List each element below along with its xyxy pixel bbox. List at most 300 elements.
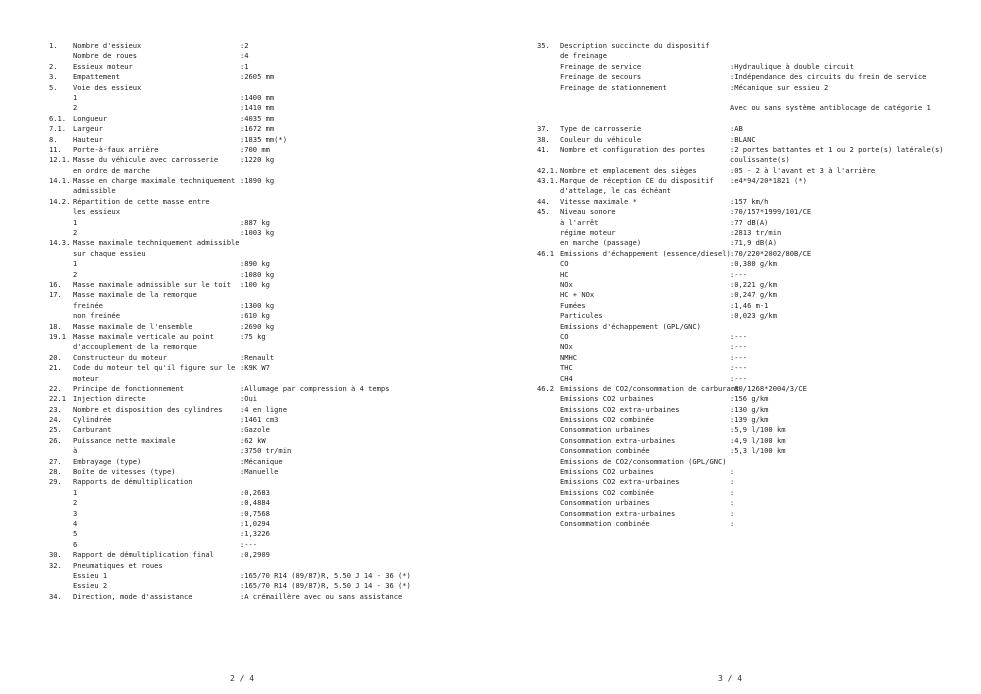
item-label: de freinage xyxy=(560,51,607,61)
item-number: 21. xyxy=(49,363,62,373)
spec-row xyxy=(537,228,977,238)
item-value: :0,023 g/km xyxy=(730,311,777,321)
spec-row xyxy=(537,353,977,363)
spec-row xyxy=(49,322,489,332)
item-label: Consommation extra-urbaines xyxy=(560,435,676,445)
item-label: Masse maximale de la remorque xyxy=(73,290,197,300)
item-value: : xyxy=(730,508,735,518)
item-value: :700 mm xyxy=(240,144,270,154)
item-value: coulissante(s) xyxy=(730,155,790,165)
item-label: NOx xyxy=(560,279,573,289)
spec-row xyxy=(49,363,489,373)
left-spec-list xyxy=(49,41,489,602)
spec-row xyxy=(49,259,489,269)
spec-row xyxy=(537,249,977,259)
spec-row xyxy=(537,62,977,72)
spec-row xyxy=(49,457,489,467)
item-label: 2 xyxy=(73,498,78,508)
item-value: :AB xyxy=(730,124,743,134)
item-number: 1. xyxy=(49,41,58,50)
spec-row xyxy=(49,311,489,321)
item-value: :1461 cm3 xyxy=(240,415,279,425)
item-label: Emissions de CO2/consommation (GPL/GNC) xyxy=(560,456,727,466)
item-label: Couleur du véhicule xyxy=(560,134,642,144)
spec-row xyxy=(49,176,489,186)
spec-row xyxy=(49,207,489,217)
item-value: :4 xyxy=(240,51,249,61)
item-value: :157 km/h xyxy=(730,196,769,206)
item-label: Consommation combinée xyxy=(560,518,650,528)
spec-row xyxy=(49,197,489,207)
item-value: :1300 kg xyxy=(240,300,275,310)
spec-row xyxy=(537,519,977,529)
item-value: :A crémaillère avec ou sans assistance xyxy=(240,591,403,601)
spec-row xyxy=(49,353,489,363)
spec-row xyxy=(537,83,977,93)
spec-row xyxy=(49,488,489,498)
item-label: Hauteur xyxy=(73,134,103,144)
item-number: 5. xyxy=(49,82,58,92)
item-label: Marque de réception CE du dispositif xyxy=(560,176,714,186)
item-value: :77 dB(A) xyxy=(730,217,769,227)
item-number: 22. xyxy=(49,383,62,393)
spec-row xyxy=(49,550,489,560)
item-number: 28. xyxy=(49,467,62,477)
item-number: 19.1 xyxy=(49,331,67,341)
item-value: :--- xyxy=(730,373,748,383)
spec-row xyxy=(49,124,489,134)
item-number: 16. xyxy=(49,279,62,289)
item-label: NOx xyxy=(560,342,573,352)
item-label: Masse maximale admissible sur le toit xyxy=(73,279,232,289)
item-label: 4 xyxy=(73,518,78,528)
item-number: 34. xyxy=(49,591,62,601)
item-number: 17. xyxy=(49,290,62,300)
item-value: :71,9 dB(A) xyxy=(730,238,777,248)
spec-row xyxy=(537,280,977,290)
item-value: :4 en ligne xyxy=(240,404,287,414)
item-value: : xyxy=(730,467,735,477)
item-value: :1835 mm(*) xyxy=(240,134,287,144)
spec-row xyxy=(537,425,977,435)
spec-row xyxy=(49,540,489,550)
item-label: CO xyxy=(560,259,569,269)
item-label: Emissions CO2 extra-urbaines xyxy=(560,477,680,487)
spec-row xyxy=(537,394,977,404)
item-label: d'accouplement de la remorque xyxy=(73,342,197,352)
item-label: Emissions CO2 combinée xyxy=(560,487,654,497)
item-label: Porte-à-faux arrière xyxy=(73,144,159,154)
spec-row xyxy=(537,446,977,456)
item-value: :0,7568 xyxy=(240,508,270,518)
item-label: admissible xyxy=(73,186,116,196)
spec-row xyxy=(49,581,489,591)
spec-row xyxy=(49,436,489,446)
item-label: Carburant xyxy=(73,425,112,435)
item-value: :887 kg xyxy=(240,217,270,227)
item-label: à l'arrêt xyxy=(560,217,599,227)
spec-row xyxy=(537,270,977,280)
item-value: :Renault xyxy=(240,352,275,362)
spec-row xyxy=(537,509,977,519)
item-label: Injection directe xyxy=(73,394,146,404)
spec-row xyxy=(49,405,489,415)
item-label: à xyxy=(73,446,78,456)
item-label: Largeur xyxy=(73,124,103,134)
item-number: 38. xyxy=(537,134,550,144)
item-value: :156 g/km xyxy=(730,394,769,404)
item-number: 44. xyxy=(537,196,550,206)
spec-row xyxy=(537,124,977,134)
item-value: :5,3 l/100 km xyxy=(730,446,786,456)
item-value: :1890 kg xyxy=(240,176,275,186)
spec-row xyxy=(537,176,977,186)
spec-row xyxy=(49,166,489,176)
page-number: 3 / 4 xyxy=(718,674,743,683)
spec-row xyxy=(537,342,977,352)
item-number: 30. xyxy=(49,550,62,560)
item-number: 14.2. xyxy=(49,196,71,206)
item-number: 29. xyxy=(49,477,62,487)
item-number: 46.1 xyxy=(537,248,555,258)
spec-row xyxy=(49,83,489,93)
item-label: en marche (passage) xyxy=(560,238,642,248)
item-value: :0,247 g/km xyxy=(730,290,777,300)
item-number: 43.1. xyxy=(537,176,559,186)
item-value: :139 g/km xyxy=(730,415,769,425)
item-number: 20. xyxy=(49,352,62,362)
item-label: Particules xyxy=(560,311,603,321)
item-label: Essieu 1 xyxy=(73,570,108,580)
spec-row xyxy=(49,477,489,487)
item-number: 2. xyxy=(49,61,58,71)
spec-row xyxy=(49,135,489,145)
spec-row xyxy=(49,571,489,581)
item-value: :0,221 g/km xyxy=(730,279,777,289)
spec-row xyxy=(537,436,977,446)
item-label: Fumées xyxy=(560,300,586,310)
spec-row xyxy=(537,259,977,269)
item-value: :0,380 g/km xyxy=(730,259,777,269)
item-number: 22.1 xyxy=(49,394,67,404)
item-number: 12.1. xyxy=(49,155,71,165)
item-value: :1,0294 xyxy=(240,518,270,528)
item-value: :100 kg xyxy=(240,279,270,289)
spec-row xyxy=(537,332,977,342)
spec-row xyxy=(49,51,489,61)
item-value: :Manuelle xyxy=(240,467,279,477)
item-value: :0,2909 xyxy=(240,550,270,560)
item-label: Emissions CO2 combinée xyxy=(560,415,654,425)
item-label: 2 xyxy=(73,228,78,238)
spec-row xyxy=(49,155,489,165)
item-label: d'attelage, le cas échéant xyxy=(560,186,672,196)
spec-row xyxy=(537,166,977,176)
spec-row xyxy=(537,498,977,508)
item-number: 3. xyxy=(49,72,58,82)
item-label: Boîte de vitesses (type) xyxy=(73,467,176,477)
item-number: 41. xyxy=(537,144,550,154)
spec-row xyxy=(537,238,977,248)
item-label: Masse en charge maximale techniquement xyxy=(73,176,236,186)
item-value: :4,9 l/100 km xyxy=(730,435,786,445)
spec-row xyxy=(49,114,489,124)
spec-row xyxy=(49,374,489,384)
item-value: :1080 kg xyxy=(240,269,275,279)
item-label: NMHC xyxy=(560,352,578,362)
item-label: HC xyxy=(560,269,569,279)
item-number: 35. xyxy=(537,41,550,50)
item-value: :1,3226 xyxy=(240,529,270,539)
item-label: CO xyxy=(560,331,569,341)
spec-row xyxy=(49,301,489,311)
item-value: : xyxy=(730,498,735,508)
item-value: :2813 tr/min xyxy=(730,228,782,238)
spec-row xyxy=(49,342,489,352)
spec-row xyxy=(49,238,489,248)
item-value: :1672 mm xyxy=(240,124,275,134)
item-value: :5,9 l/100 km xyxy=(730,425,786,435)
item-label: Essieu 2 xyxy=(73,581,108,591)
item-label: HC + NOx xyxy=(560,290,595,300)
item-value: :1400 mm xyxy=(240,92,275,102)
item-label: Répartition de cette masse entre xyxy=(73,196,210,206)
item-value: :1003 kg xyxy=(240,228,275,238)
item-label: Longueur xyxy=(73,113,108,123)
item-label: 6 xyxy=(73,539,78,549)
item-number: 46.2 xyxy=(537,383,555,393)
item-value: :0,2683 xyxy=(240,487,270,497)
item-value: :--- xyxy=(730,331,748,341)
item-value: :70/220*2002/80B/CE xyxy=(730,248,812,258)
spec-row xyxy=(537,145,977,155)
spec-row xyxy=(49,228,489,238)
item-label: Freinage de stationnement xyxy=(560,82,667,92)
item-label: Consommation combinée xyxy=(560,446,650,456)
spec-row xyxy=(49,145,489,155)
item-label: Emissions CO2 extra-urbaines xyxy=(560,404,680,414)
item-value: Avec ou sans système antiblocage de catégorie 1 xyxy=(730,103,931,113)
item-label: Consommation extra-urbaines xyxy=(560,508,676,518)
item-number: 11. xyxy=(49,144,62,154)
spec-row xyxy=(49,498,489,508)
spec-row xyxy=(537,41,977,51)
item-label: Nombre d'essieux xyxy=(73,41,142,50)
item-value: :1410 mm xyxy=(240,103,275,113)
item-label: Emissions CO2 urbaines xyxy=(560,467,654,477)
item-label: Nombre et configuration des portes xyxy=(560,144,706,154)
item-value: :e4*94/20*1821 (*) xyxy=(730,176,807,186)
item-label: CH4 xyxy=(560,373,573,383)
spec-row xyxy=(49,186,489,196)
item-label: en ordre de marche xyxy=(73,165,150,175)
item-value: :--- xyxy=(730,352,748,362)
item-label: 2 xyxy=(73,103,78,113)
item-value: :3750 tr/min xyxy=(240,446,292,456)
spec-row xyxy=(49,446,489,456)
item-label: Code du moteur tel qu'il figure sur le xyxy=(73,363,236,373)
left-page xyxy=(0,0,490,694)
spec-row xyxy=(537,93,977,103)
spec-row xyxy=(49,270,489,280)
item-label: Emissions CO2 urbaines xyxy=(560,394,654,404)
spec-row xyxy=(49,561,489,571)
item-label: sur chaque essieu xyxy=(73,248,146,258)
item-label: Freinage de secours xyxy=(560,72,642,82)
item-value: :1220 kg xyxy=(240,155,275,165)
item-number: 25. xyxy=(49,425,62,435)
spec-row xyxy=(49,72,489,82)
spec-row xyxy=(537,114,977,124)
item-value: :70/157*1999/101/CE xyxy=(730,207,812,217)
item-value: :Oui xyxy=(240,394,258,404)
spec-row xyxy=(49,592,489,602)
spec-row xyxy=(49,509,489,519)
item-label: 5 xyxy=(73,529,78,539)
item-label: Consommation urbaines xyxy=(560,498,650,508)
item-label: Embrayage (type) xyxy=(73,456,142,466)
item-value: :4035 mm xyxy=(240,113,275,123)
item-value: : xyxy=(730,518,735,528)
item-number: 6.1. xyxy=(49,113,67,123)
item-label: Freinage de service xyxy=(560,61,642,71)
item-label: Masse maximale de l'ensemble xyxy=(73,321,193,331)
item-label: Nombre de roues xyxy=(73,51,138,61)
item-value: :1 xyxy=(240,61,249,71)
spec-row xyxy=(537,186,977,196)
item-label: 1 xyxy=(73,217,78,227)
right-spec-list xyxy=(537,41,977,529)
item-label: Constructeur du moteur xyxy=(73,352,167,362)
spec-row xyxy=(537,467,977,477)
spec-row xyxy=(49,519,489,529)
item-number: 42.1. xyxy=(537,165,559,175)
item-label: freinée xyxy=(73,300,103,310)
item-label: Rapport de démultiplication final xyxy=(73,550,214,560)
item-number: 32. xyxy=(49,560,62,570)
spec-row xyxy=(49,62,489,72)
spec-row xyxy=(49,425,489,435)
item-value: :Mécanique xyxy=(240,456,283,466)
item-label: 1 xyxy=(73,92,78,102)
spec-row xyxy=(49,280,489,290)
spec-row xyxy=(49,218,489,228)
spec-row xyxy=(537,477,977,487)
item-value: :--- xyxy=(730,269,748,279)
spec-row xyxy=(537,488,977,498)
item-number: 14.1. xyxy=(49,176,71,186)
spec-row xyxy=(537,405,977,415)
spec-row xyxy=(49,290,489,300)
item-value: :2605 mm xyxy=(240,72,275,82)
item-number: 18. xyxy=(49,321,62,331)
item-label: Principe de fonctionnement xyxy=(73,383,185,393)
item-label: Masse maximale techniquement admissible xyxy=(73,238,240,248)
item-value: :130 g/km xyxy=(730,404,769,414)
item-label: Empattement xyxy=(73,72,120,82)
spec-row xyxy=(537,415,977,425)
spec-row xyxy=(49,332,489,342)
item-value: :--- xyxy=(730,363,748,373)
item-value: :Hydraulique à double circuit xyxy=(730,61,854,71)
item-value: :0,4884 xyxy=(240,498,270,508)
spec-row xyxy=(49,529,489,539)
item-number: 8. xyxy=(49,134,58,144)
item-label: Consommation urbaines xyxy=(560,425,650,435)
spec-row xyxy=(537,322,977,332)
item-label: Description succincte du dispositif xyxy=(560,41,710,50)
item-number: 37. xyxy=(537,124,550,134)
spec-row xyxy=(537,72,977,82)
item-number: 26. xyxy=(49,435,62,445)
spec-row xyxy=(537,218,977,228)
spec-row xyxy=(537,290,977,300)
item-value: :2 portes battantes et 1 ou 2 porte(s) latérale(s) xyxy=(730,144,944,154)
spec-row xyxy=(537,301,977,311)
item-label: Emissions d'échappement (GPL/GNC) xyxy=(560,321,701,331)
spec-row xyxy=(537,51,977,61)
item-number: 27. xyxy=(49,456,62,466)
spec-row xyxy=(49,384,489,394)
item-label: Masse du véhicule avec carrosserie xyxy=(73,155,219,165)
item-label: 3 xyxy=(73,508,78,518)
item-label: Nombre et emplacement des sièges xyxy=(560,165,697,175)
item-number: 45. xyxy=(537,207,550,217)
item-label: Direction, mode d'assistance xyxy=(73,591,193,601)
item-value: :62 kW xyxy=(240,435,266,445)
item-label: 1 xyxy=(73,487,78,497)
page-number: 2 / 4 xyxy=(230,674,255,683)
spec-row xyxy=(537,384,977,394)
item-label: Pneumatiques et roues xyxy=(73,560,163,570)
item-label: régime moteur xyxy=(560,228,616,238)
item-label: Emissions de CO2/consommation de carburant xyxy=(560,383,740,393)
item-value: :165/70 R14 (89/87)R, 5.50 J 14 - 36 (*) xyxy=(240,570,411,580)
item-label: 1 xyxy=(73,259,78,269)
spec-row xyxy=(537,374,977,384)
item-value: :--- xyxy=(730,342,748,352)
spec-row xyxy=(49,41,489,51)
spec-row xyxy=(49,103,489,113)
item-value: :BLANC xyxy=(730,134,756,144)
spec-row xyxy=(49,93,489,103)
item-label: Type de carrosserie xyxy=(560,124,642,134)
item-label: non freinée xyxy=(73,311,120,321)
item-label: Vitesse maximale * xyxy=(560,196,637,206)
item-number: 23. xyxy=(49,404,62,414)
spec-row xyxy=(537,207,977,217)
spec-row xyxy=(537,197,977,207)
item-label: Emissions d'échappement (essence/diesel) xyxy=(560,248,731,258)
item-label: Puissance nette maximale xyxy=(73,435,176,445)
spec-row xyxy=(537,135,977,145)
item-label: 2 xyxy=(73,269,78,279)
item-label: Masse maximale verticale au point xyxy=(73,331,214,341)
item-label: THC xyxy=(560,363,573,373)
item-value: :75 kg xyxy=(240,331,266,341)
item-label: moteur xyxy=(73,373,99,383)
spec-row xyxy=(537,457,977,467)
item-label: Essieux moteur xyxy=(73,61,133,71)
spec-row xyxy=(49,415,489,425)
item-label: Voie des essieux xyxy=(73,82,142,92)
item-value: :Gazole xyxy=(240,425,270,435)
right-page xyxy=(490,0,981,694)
spec-row xyxy=(537,103,977,113)
spec-row xyxy=(49,467,489,477)
spec-row xyxy=(537,311,977,321)
item-value: :Allumage par compression à 4 temps xyxy=(240,383,390,393)
